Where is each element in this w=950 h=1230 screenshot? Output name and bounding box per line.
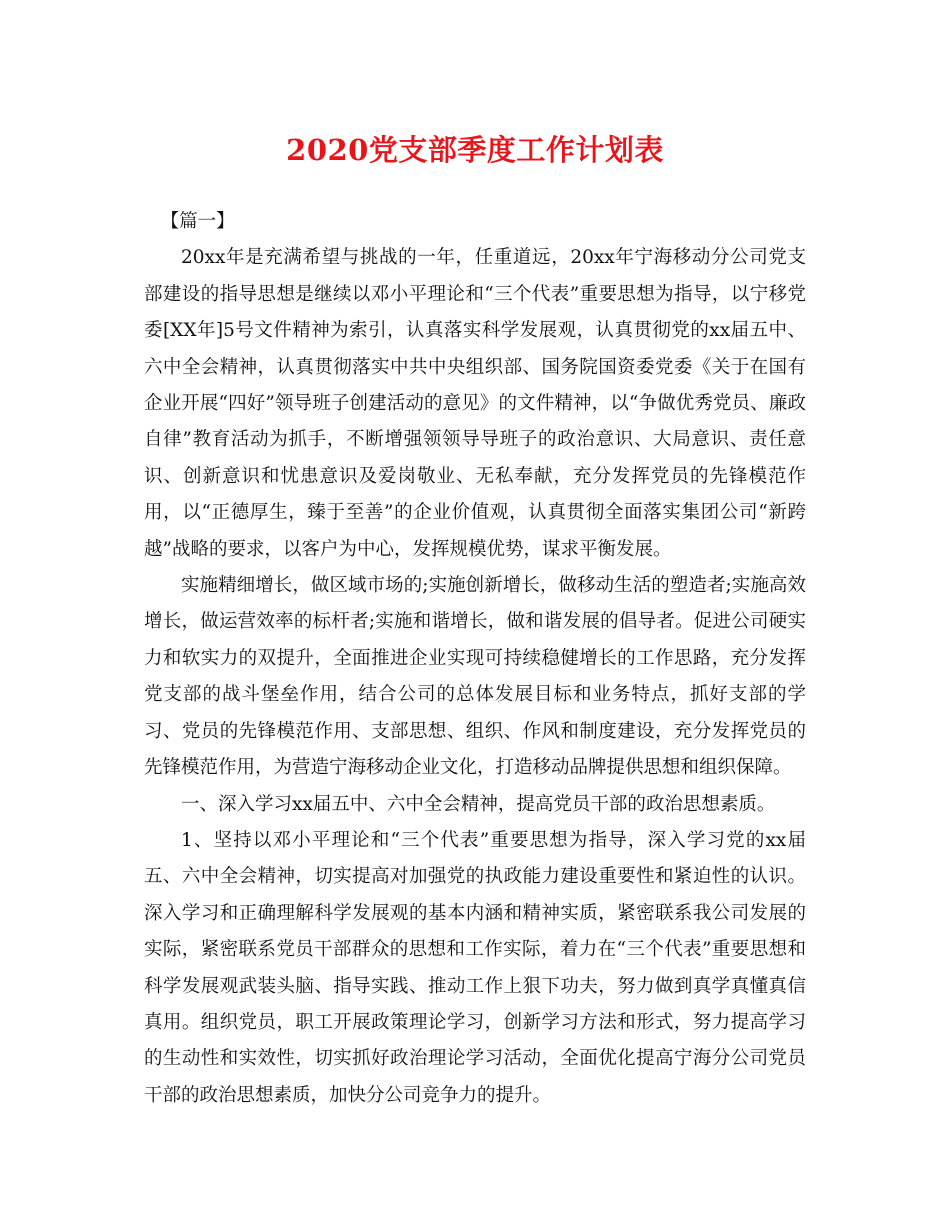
section-marker: 【篇一】 <box>160 211 235 232</box>
document-title: 2020党支部季度工作计划表 <box>286 133 664 167</box>
paragraph-2: 实施精细增长，做区域市场的;实施创新增长，做移动生活的塑造者;实施高效增长，做运营效率的标杆者;实施和谐增长，做和谐发展的倡导者。促进公司硬实力和软实力的双提升，全面推进企业实现可持续稳健增长的工作思路，充分发挥党支部的战斗堡垒作用，结合公司的总体发展目标和业务特点，抓好支部的学习、党员的先锋模范作用、支部思想、组织、作风和制度建设，充分发挥党员的先锋模范作用，为营造宁海移动企业文化，打造移动品牌提供思想和组织保障。 <box>144 575 806 779</box>
paragraph-1: 20xx年是充满希望与挑战的一年，任重道远，20xx年宁海移动分公司党支部建设的指导思想是继续以邓小平理论和“三个代表”重要思想为指导，以宁移党委[XX年]5号文件精神为索引，认真落实科学发展观，认真贯彻党的xx届五中、六中全会精神，认真贯彻落实中共中央组织部、国务院国资委党委《关于在国有企业开展“四好”领导班子创建活动的意见》的文件精神，以“争做优秀党员、廉政自律”教育活动为抓手，不断增强领领导导班子的政治意识、大局意识、责任意识、创新意识和忧患意识及爱岗敬业、无私奉献，充分发挥党员的先锋模范作用，以“正德厚生，臻于至善”的企业价值观，认真贯彻全面落实集团公司“新跨越”战略的要求，以客户为中心，发挥规模优势，谋求平衡发展。 <box>144 247 806 560</box>
document-body <box>144 204 806 1114</box>
paragraph-3-heading: 一、深入学习xx届五中、六中全会精神，提高党员干部的政治思想素质。 <box>181 793 776 815</box>
paragraph-4: 1、坚持以邓小平理论和“三个代表”重要思想为指导，深入学习党的xx届五、六中全会精神，切实提高对加强党的执政能力建设重要性和紧迫性的认识。深入学习和正确理解科学发展观的基本内涵和精神实质，紧密联系我公司发展的实际，紧密联系党员干部群众的思想和工作实际，着力在“三个代表”重要思想和科学发展观武装头脑、指导实践、推动工作上狠下功夫，努力做到真学真懂真信真用。组织党员，职工开展政策理论学习，创新学习方法和形式，努力提高学习的生动性和实效性，切实抓好政治理论学习活动，全面优化提高宁海分公司党员干部的政治思想素质，加快分公司竞争力的提升。 <box>144 829 806 1106</box>
